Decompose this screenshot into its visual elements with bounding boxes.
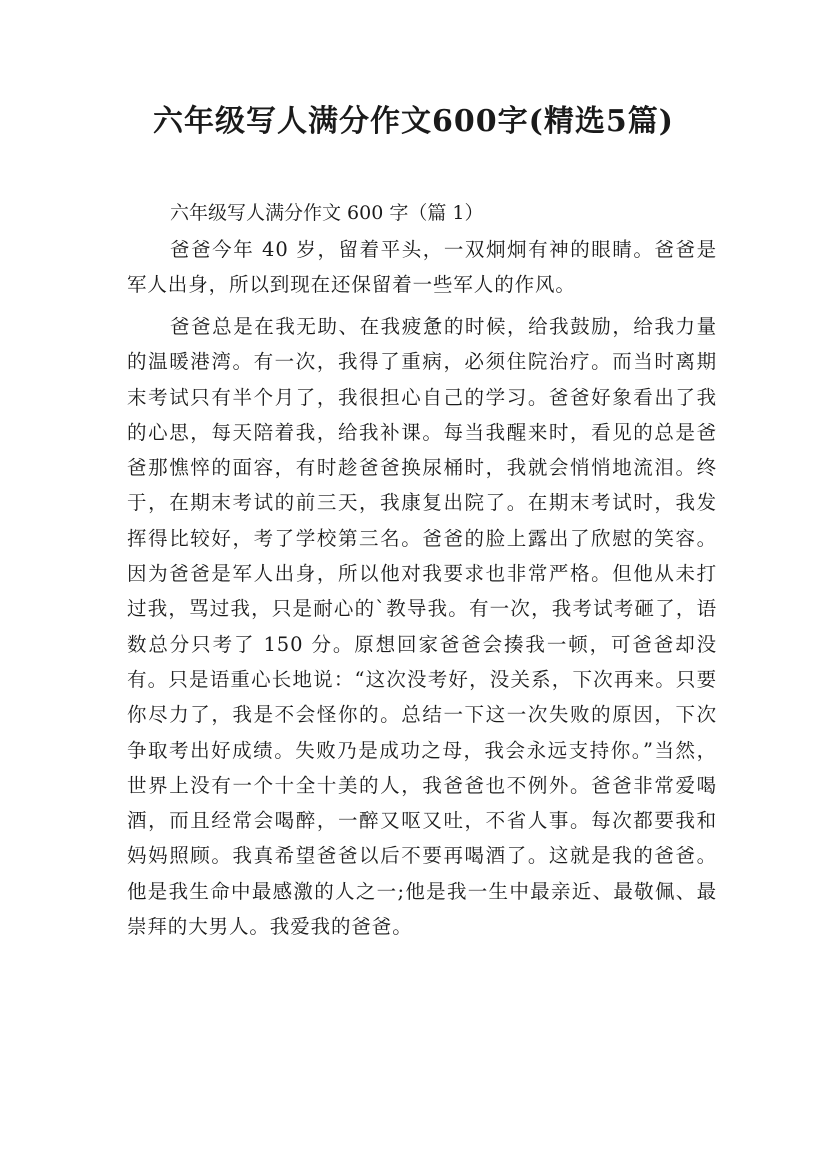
document-title: 六年级写人满分作文600字(精选5篇) — [153, 104, 674, 139]
body-paragraph: 爸爸总是在我无助、在我疲惫的时候，给我鼓励，给我力量的温暖港湾。有一次，我得了重病，必须住院治疗。而当时离期末考试只有半个月了，我很担心自己的学习。爸爸好象看出了我的心思，每天陪着我，给我补课。每当我醒来时，看见的总是爸爸那憔悴的面容，有时趁爸爸换尿桶时，我就会悄悄地流泪。终于，在期末考试的前三天，我康复出院了。在期末考试时，我发挥得比较好，考了学校第三名。爸爸的脸上露出了欣慰的笑容。因为爸爸是军人出身，所以他对我要求也非常严格。但他从未打过我，骂过我，只是耐心的`教导我。有一次，我考试考砸了，语数总分只考了 150 分。原想回家爸爸会揍我一顿，可爸爸却没有。只是语重心长地说：“这次没考好，没关系，下次再来。只要你尽力了，我是不会怪你的。总结一下这一次失败的原因，下次争取考出好成绩。失败乃是成功之母，我会永远支持你。”当然，世界上没有一个十全十美的人，我爸爸也不例外。爸爸非常爱喝酒，而且经常会喝醉，一醉又呕又吐，不省人事。每次都要我和妈妈照顾。我真希望爸爸以后不要再喝酒了。这就是我的爸爸。他是我生命中最感激的人之一;他是我一生中最亲近、最敬佩、最崇拜的大男人。我爱我的爸爸。 — [127, 315, 717, 939]
body-paragraph: 爸爸今年 40 岁，留着平头，一双炯炯有神的眼睛。爸爸是军人出身，所以到现在还保留着一些军人的作风。 — [127, 238, 717, 297]
section-heading: 六年级写人满分作文 600 字（篇 1） — [170, 202, 484, 224]
